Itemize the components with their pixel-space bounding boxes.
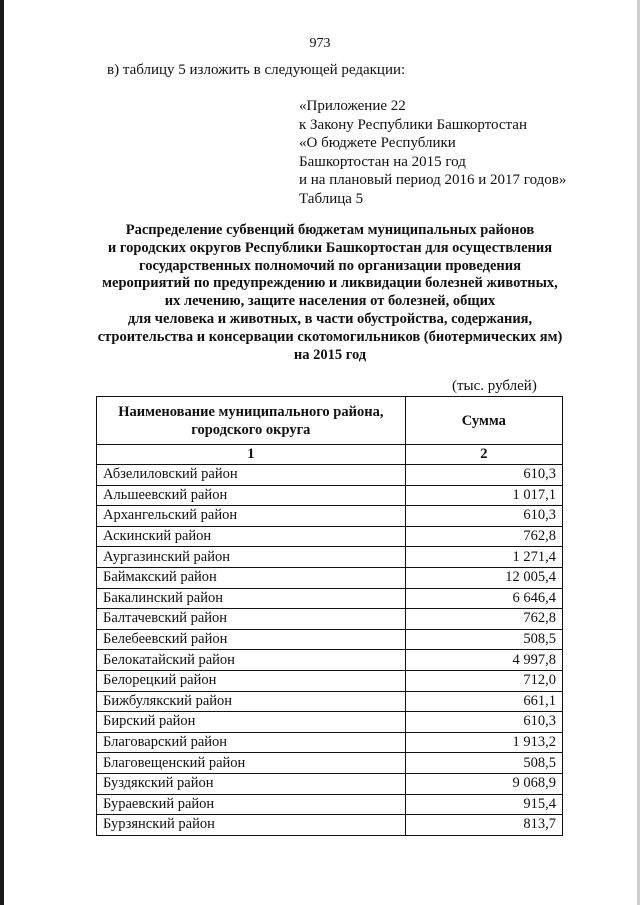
district-name: Альшеевский район — [97, 485, 406, 506]
appendix-block — [299, 97, 566, 208]
district-amount: 508,5 — [405, 753, 562, 774]
district-amount: 610,3 — [405, 465, 562, 486]
district-amount: 762,8 — [405, 609, 562, 630]
column-number-1: 1 — [97, 445, 406, 465]
table-row — [97, 629, 563, 650]
district-name: Буздякский район — [97, 773, 406, 794]
table-row — [97, 691, 563, 712]
title-line: строительства и консервации скотомогильников (биотермических ям) — [97, 328, 563, 345]
district-name: Архангельский район — [97, 506, 406, 527]
district-amount: 915,4 — [405, 794, 562, 815]
header-name-line1: Наименование муниципального района, — [118, 403, 384, 420]
header-name-line2: городского округа — [191, 421, 311, 438]
district-amount: 1 913,2 — [405, 732, 562, 753]
district-name: Бурзянский район — [97, 815, 406, 836]
district-name: Балтачевский район — [97, 609, 406, 630]
district-amount: 1 017,1 — [405, 485, 562, 506]
table-row — [97, 773, 563, 794]
district-amount: 813,7 — [405, 815, 562, 836]
units-note: (тыс. рублей) — [452, 378, 537, 394]
table-row — [97, 485, 563, 506]
appendix-line: и на плановый период 2016 и 2017 годов» — [299, 172, 567, 188]
table-row — [97, 588, 563, 609]
page-number: 973 — [309, 36, 331, 51]
table-row — [97, 753, 563, 774]
district-amount: 4 997,8 — [405, 650, 562, 671]
appendix-line: «О бюджете Республики — [299, 135, 456, 151]
table-number: Таблица 5 — [299, 190, 364, 207]
table-row — [97, 465, 563, 486]
district-name: Бураевский район — [97, 794, 406, 815]
district-name: Аскинский район — [97, 526, 406, 547]
district-amount: 712,0 — [405, 670, 562, 691]
subvention-table — [96, 396, 563, 836]
table-row — [97, 506, 563, 527]
table-row — [97, 670, 563, 691]
district-name: Бижбулякский район — [97, 691, 406, 712]
district-name: Белебеевский район — [97, 629, 406, 650]
table-row — [97, 609, 563, 630]
title-line: для человека и животных, в части обустройства, содержания, — [127, 310, 533, 327]
table-row — [97, 526, 563, 547]
district-name: Белорецкий район — [97, 670, 406, 691]
district-name: Благовещенский район — [97, 753, 406, 774]
table-row — [97, 732, 563, 753]
district-name: Бирский район — [97, 712, 406, 733]
district-amount: 610,3 — [405, 506, 562, 527]
table-row — [97, 567, 563, 588]
district-amount: 661,1 — [405, 691, 562, 712]
district-name: Баймакский район — [97, 567, 406, 588]
district-name: Аургазинский район — [97, 547, 406, 568]
column-number-2: 2 — [405, 445, 562, 465]
district-amount: 9 068,9 — [405, 773, 562, 794]
title-line: государственных полномочий по организации проведения — [139, 257, 521, 274]
district-amount: 12 005,4 — [405, 567, 562, 588]
district-amount: 610,3 — [405, 712, 562, 733]
title-line: их лечению, защите населения от болезней, общих — [164, 293, 496, 310]
title-line: на 2015 год — [293, 346, 367, 363]
district-amount: 6 646,4 — [405, 588, 562, 609]
appendix-line: «Приложение 22 — [299, 98, 406, 114]
column-number-row — [97, 445, 563, 465]
appendix-line: к Закону Республики Башкортостан — [299, 116, 527, 133]
header-name — [97, 397, 406, 445]
scan-edge-left — [0, 0, 4, 905]
district-amount: 508,5 — [405, 629, 562, 650]
title-line: мероприятий по предупреждению и ликвидации болезней животных, — [102, 275, 558, 292]
district-amount: 1 271,4 — [405, 547, 562, 568]
appendix-line: Башкортостан на 2015 год — [299, 153, 466, 170]
intro-text: в) таблицу 5 изложить в следующей редакции: — [107, 62, 406, 78]
table-row — [97, 547, 563, 568]
district-name: Бакалинский район — [97, 588, 406, 609]
header-sum: Сумма — [405, 397, 562, 445]
table-header-row — [97, 397, 563, 445]
table-row — [97, 794, 563, 815]
district-name: Белокатайский район — [97, 650, 406, 671]
document-title — [80, 222, 580, 364]
table-row — [97, 712, 563, 733]
table-row — [97, 815, 563, 836]
district-name: Абзелиловский район — [97, 465, 406, 486]
district-name: Благоварский район — [97, 732, 406, 753]
title-line: и городских округов Республики Башкортостан для осуществления — [107, 239, 553, 256]
table-row — [97, 650, 563, 671]
title-line: Распределение субвенций бюджетам муниципальных районов — [125, 222, 535, 238]
district-amount: 762,8 — [405, 526, 562, 547]
